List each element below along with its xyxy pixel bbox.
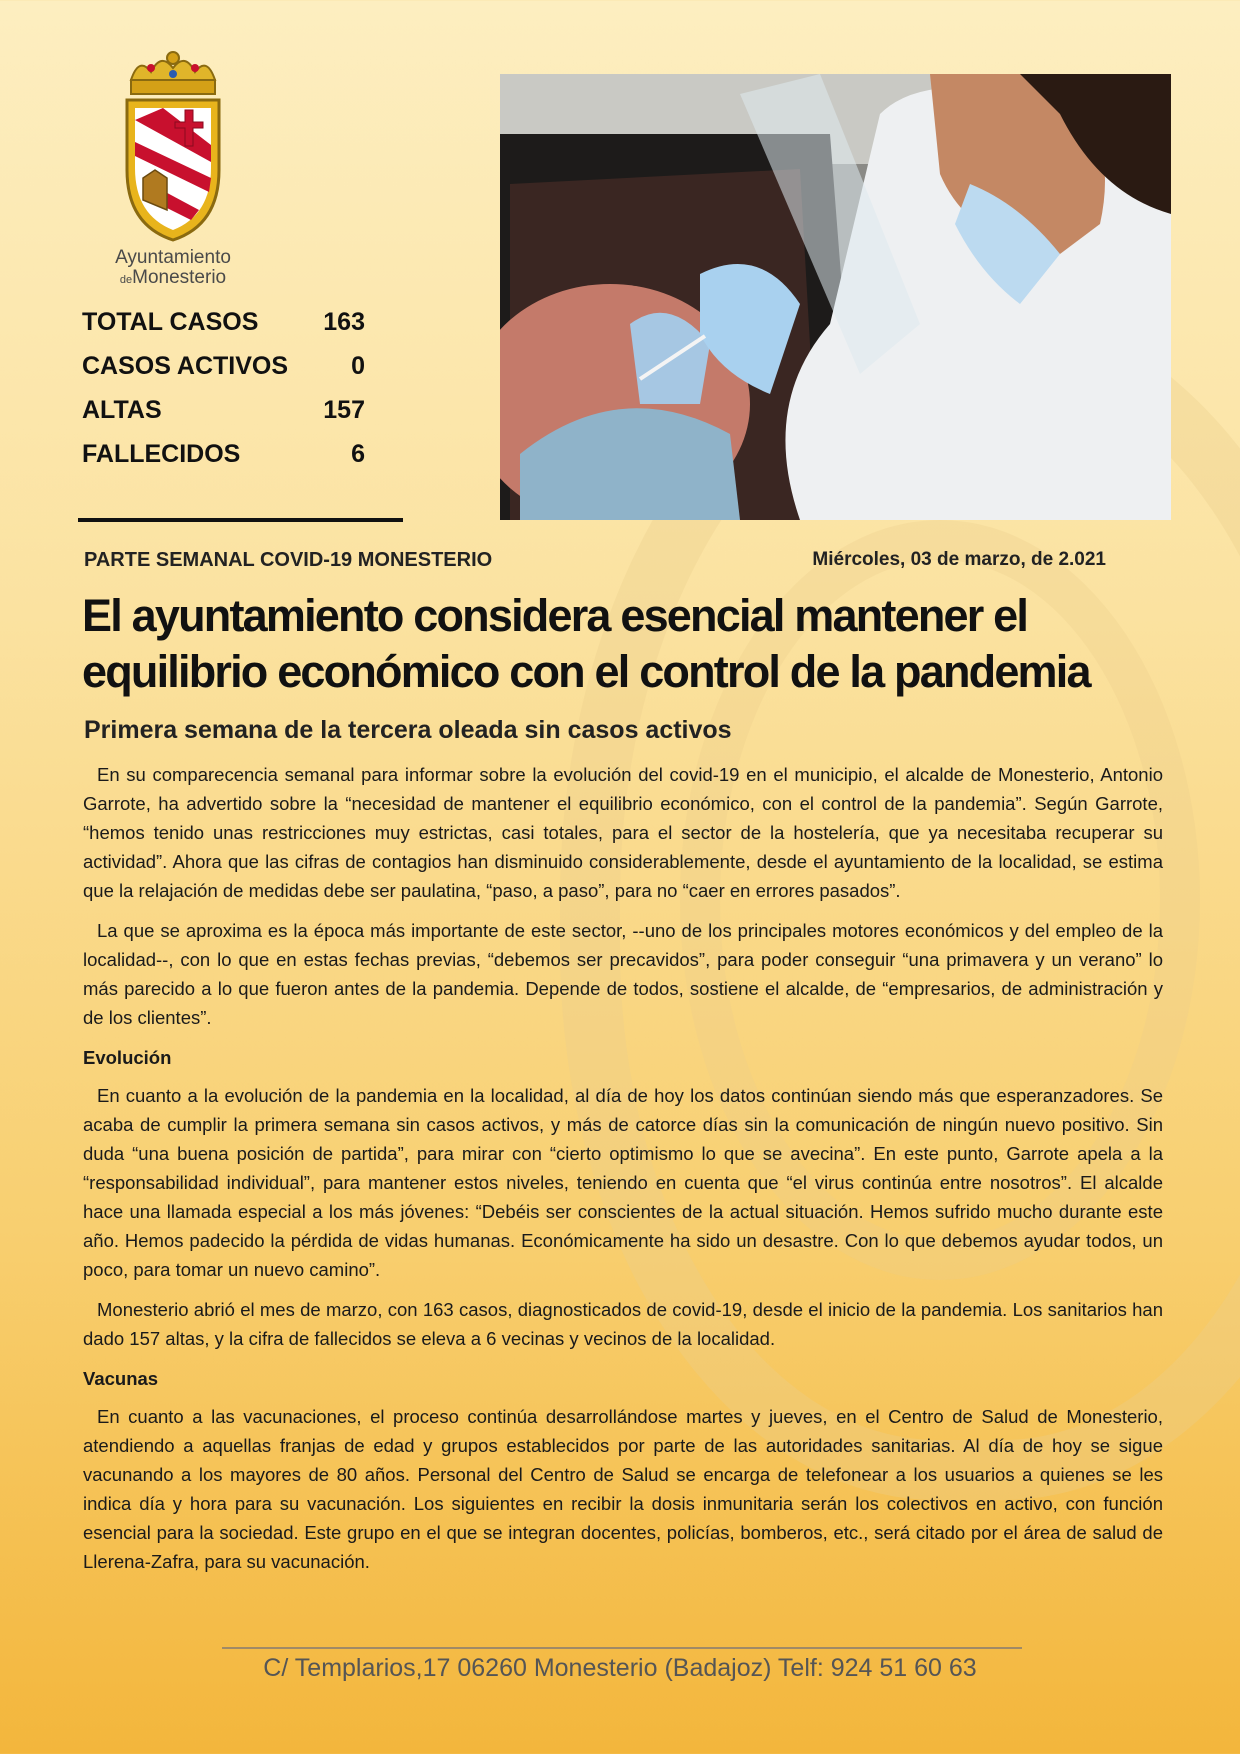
covid-test-photo	[500, 74, 1171, 520]
logo-text-town: Monesterio	[132, 267, 227, 288]
paragraph: La que se aproxima es la época más importante de este sector, --uno de los principales motores económicos y del empleo de la localidad--, con lo que en estas fechas previas, “debemos ser precavidos”, para poder conseguir “una primavera y un verano” lo más parecido a lo que fueron antes de la pandemia. Depende de todos, sostiene el alcalde, de “empresarios, de administración y de los clientes”.	[83, 920, 1163, 1028]
logo-text-de: de	[119, 274, 133, 286]
stat-value: 157	[323, 395, 365, 424]
swab-test-image-icon	[500, 74, 1171, 520]
coat-of-arms-icon	[103, 50, 243, 245]
footer-divider	[222, 1647, 1022, 1649]
covid-stats-box	[82, 300, 365, 476]
stat-row-fallecidos	[82, 432, 365, 476]
stat-label: ALTAS	[82, 395, 162, 424]
paragraph: En cuanto a las vacunaciones, el proceso continúa desarrollándose martes y jueves, en el Centro de Salud de Monesterio, atendiendo a aquellas franjas de edad y grupos establecidos por parte de las autoridades sanitarias. Al día de hoy se sigue vacunando a los mayores de 80 años. Personal del Centro de Salud se encarga de telefonear a los usuarios a quienes se les indica día y hora para su vacunación. Los siguientes en recibir la dosis inmunitaria serán los colectivos en activo, con función esencial para la sociedad. Este grupo en el que se integran docentes, policías, bomberos, etc., será citado por el área de salud de Llerena-Zafra, para su vacunación.	[83, 1406, 1163, 1572]
stat-row-total-casos	[82, 300, 365, 344]
stat-value: 0	[351, 351, 365, 380]
section-heading-evolucion: Evolución	[83, 1047, 172, 1068]
paragraph: En cuanto a la evolución de la pandemia en la localidad, al día de hoy los datos continúan siendo más que esperanzadores. Se acaba de cumplir la primera semana sin casos activos, y más de catorce días sin la comunicación de ningún nuevo positivo. Sin duda “una buena posición de partida”, para mirar con “cierto optimismo lo que se avecina”. En este punto, Garrote apela a la “responsabilidad individual”, para mantener estos niveles, teniendo en cuenta que “el virus continúa entre nosotros”. El alcalde hace una llamada especial a los más jóvenes: “Debéis ser conscientes de la actual situación. Hemos sufrido mucho durante este año. Hemos padecido la pérdida de vidas humanas. Económicamente ha sido un desastre. Con lo que debemos ayudar todos, un poco, para tomar un nuevo camino”.	[83, 1085, 1163, 1280]
stat-label: CASOS ACTIVOS	[82, 351, 289, 380]
municipal-logo	[98, 50, 248, 290]
stat-value: 6	[351, 439, 365, 468]
subheadline: Primera semana de la tercera oleada sin casos activos	[84, 716, 732, 744]
stats-divider	[78, 518, 403, 522]
logo-text-ayuntamiento: Ayuntamiento	[115, 247, 231, 268]
stat-row-altas	[82, 388, 365, 432]
article-body	[83, 760, 1163, 1587]
publication-date: Miércoles, 03 de marzo, de 2.021	[812, 549, 1106, 570]
paragraph: En su comparecencia semanal para informar sobre la evolución del covid-19 en el municipio, el alcalde de Monesterio, Antonio Garrote, ha advertido sobre la “necesidad de mantener el equilibrio económico, con el control de la pandemia”. Según Garrote, “hemos tenido unas restricciones muy estrictas, casi totales, para el sector de la hostelería, que ya necesitaba recuperar su actividad”. Ahora que las cifras de contagios han disminuido considerablemente, desde el ayuntamiento de la localidad, se estima que la relajación de medidas debe ser paulatina, “paso, a paso”, para no “caer en errores pasados”.	[83, 764, 1163, 901]
stat-label: TOTAL CASOS	[82, 307, 259, 336]
stat-label: FALLECIDOS	[82, 439, 241, 468]
paragraph: Monesterio abrió el mes de marzo, con 163 casos, diagnosticados de covid-19, desde el inicio de la pandemia. Los sanitarios han dado 157 altas, y la cifra de fallecidos se eleva a 6 vecinas y vecinos de la localidad.	[83, 1299, 1163, 1349]
headline: El ayuntamiento considera esencial mantener el equilibrio económico con el control de la pandemia	[82, 590, 1090, 697]
section-kicker: PARTE SEMANAL COVID-19 MONESTERIO	[84, 549, 493, 571]
stat-row-casos-activos	[82, 344, 365, 388]
logo-text-monesterio	[98, 267, 248, 289]
footer-address: C/ Templarios,17 06260 Monesterio (Badajoz) Telf: 924 51 60 63	[263, 1654, 977, 1682]
stat-value: 163	[323, 307, 365, 336]
section-heading-vacunas: Vacunas	[83, 1368, 159, 1389]
